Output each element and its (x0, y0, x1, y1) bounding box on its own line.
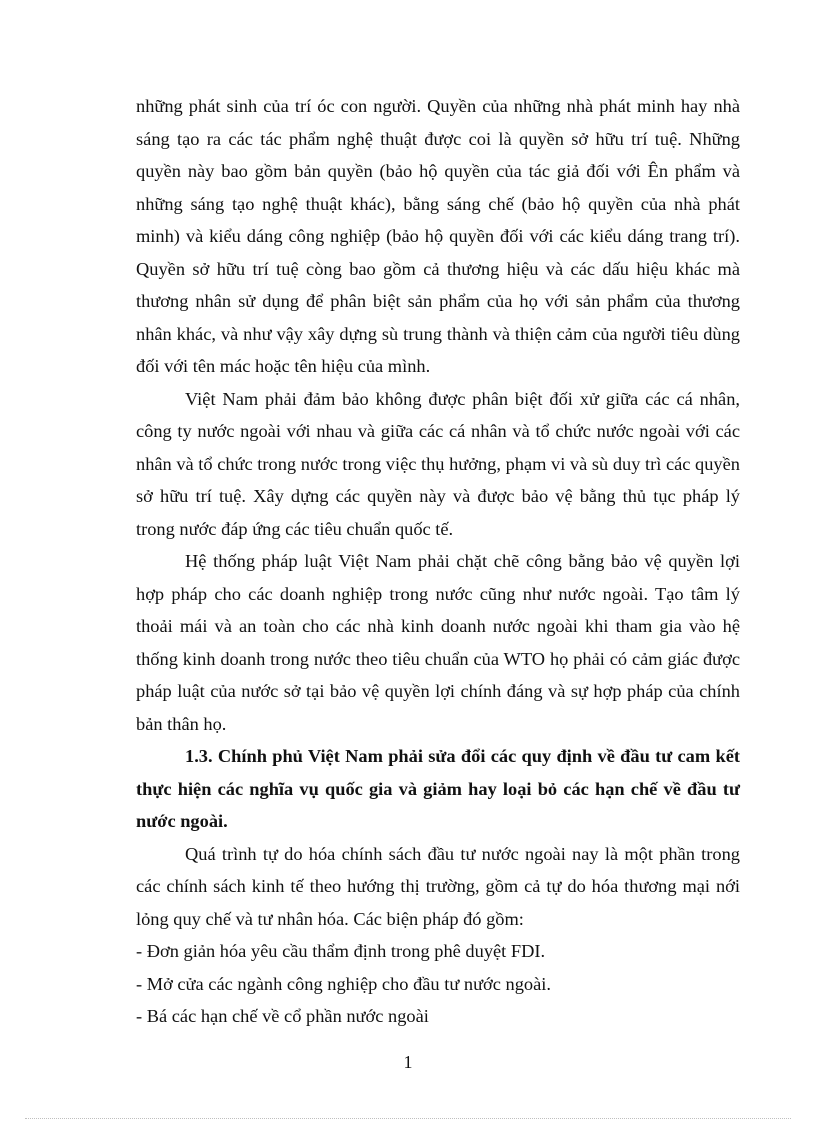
paragraph-investment-liberalization: Quá trình tự do hóa chính sách đầu tư nước ngoài nay là một phần trong các chính sách kinh tế theo hướng thị trường, gồm cả tự do hóa thương mại nới lỏng quy chế và tư nhân hóa. Các biện pháp đó gồm: (136, 843, 740, 929)
paragraph-legal-system: Hệ thống pháp luật Việt Nam phải chặt chẽ công bằng bảo vệ quyền lợi hợp pháp cho các doanh nghiệp trong nước cũng như nước ngoài. Tạo tâm lý thoải mái và an toàn cho các nhà kinh doanh nước ngoài khi tham gia vào hệ thống kinh doanh trong nước theo tiêu chuẩn của WTO họ phải có cảm giác được pháp luật của nước sở tại bảo vệ quyền lợi chính đáng và sự hợp pháp của chính bản thân họ. (136, 551, 740, 734)
paragraph-ip-definition: những phát sinh của trí óc con người. Quyền của những nhà phát minh hay nhà sáng tạo ra các tác phẩm nghệ thuật được coi là quyền sở hữu trí tuệ. Những quyền này bao gồm bản quyền (bảo hộ quyền của tác giả đối với Ên phẩm và những sáng tạo nghệ thuật khác), bằng sáng chế (bảo hộ quyền của nhà phát minh) và kiểu dáng công nghiệp (bảo hộ quyền đối với các kiểu dáng trang trí). Quyền sở hữu trí tuệ còng bao gồm cả thương hiệu và các dấu hiệu khác mà thương nhân sử dụng để phân biệt sản phẩm của họ với sản phẩm của thương nhân khác, và như vậy xây dựng sù trung thành và thiện cảm của người tiêu dùng đối với tên mác hoặc tên hiệu của mình. (136, 96, 740, 376)
list-item: - Bá các hạn chế về cổ phần nước ngoài (136, 1006, 429, 1026)
list-item: - Đơn giản hóa yêu cầu thẩm định trong phê duyệt FDI. (136, 941, 546, 961)
page-number: 1 (403, 1052, 413, 1072)
page-bottom-divider (25, 1118, 791, 1119)
document-body (136, 90, 740, 1033)
list-item: - Mở cửa các ngành công nghiệp cho đầu tư nước ngoài. (136, 973, 551, 994)
section-heading: 1.3. Chính phủ Việt Nam phải sửa đổi các quy định về đầu tư cam kết thực hiện các nghĩa vụ quốc gia và giảm hay loại bỏ các hạn chế về đầu tư nước ngoài. (136, 746, 740, 831)
paragraph-non-discrimination: Việt Nam phải đảm bảo không được phân biệt đối xử giữa các cá nhân, công ty nước ngoài với nhau và giữa các cá nhân và tổ chức nước ngoài với các nhân và tổ chức trong nước trong việc thụ hưởng, phạm vi và sù duy trì các quyền sở hữu trí tuệ. Xây dựng các quyền này và được bảo vệ bằng thủ tục pháp lý trong nước đáp ứng các tiêu chuẩn quốc tế. (136, 388, 740, 539)
